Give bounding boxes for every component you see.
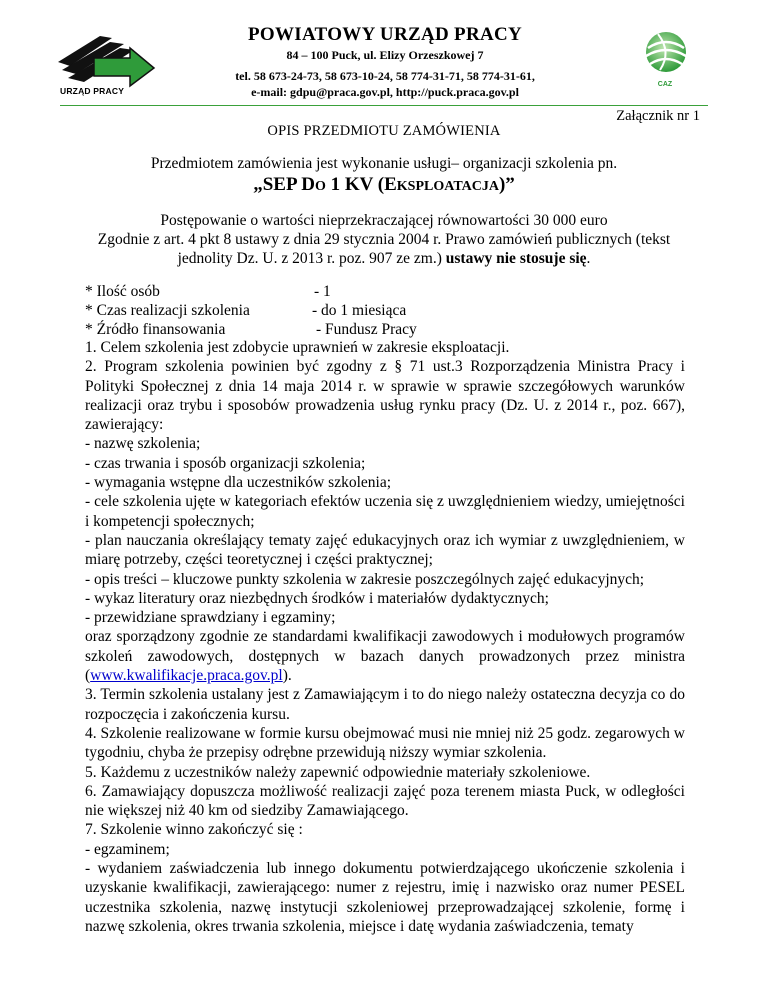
kwalifikacje-link[interactable]: www.kwalifikacje.praca.gov.pl bbox=[90, 667, 283, 685]
office-name: POWIATOWY URZĄD PRACY bbox=[247, 24, 523, 45]
caz-logo bbox=[636, 28, 694, 92]
office-email-web: e-mail: gdpu@praca.gov.pl, http://puck.praca.gov.pl bbox=[251, 85, 519, 99]
office-phones: tel. 58 673-24-73, 58 673-10-24, 58 774-31-71, 58 774-31-61, bbox=[235, 69, 535, 83]
course-parameters bbox=[85, 282, 417, 339]
param-participants: * Ilość osób - 1 bbox=[85, 283, 331, 300]
document-title: OPIS PRZEDMIOTU ZAMÓWIENIA bbox=[267, 123, 501, 139]
param-funding: * Źródło finansowania - Fundusz Pracy bbox=[85, 321, 417, 338]
document-body: 1. Celem szkolenia jest zdobycie uprawnień w zakresie eksploatacji. 2. Program szkolenia powinien być zgodny z § 71 ust.3 Rozporządzenia Ministra Pracy i Polityki Społecznej z dnia 14 maja 2014 r. w sprawie w sprawie szczegółowych warunków realizacji oraz trybu i sposobów prowadzenia usług rynku pracy (Dz. U. z 2014 r., poz. 667), zawierający: - nazwę szkolenia; - czas trwania i sposób organizacji szkolenia; - wymagania wstępne dla uczestników szkolenia; - cele szkolenia ujęte w kategoriach efektów uczenia się z uwzględnieniem wiedzy, umiejętności i kompetencji społecznych; - plan nauczania określający tematy zajęć edukacyjnych oraz ich wymiar z uwzględnieniem, w miarę potrzeby, części teoretycznej i części praktycznej; - opis treści – kluczowe punkty szkolenia w zakresie poszczególnych zajęć edukacyjnych; - wykaz literatury oraz niezbędnych środków i materiałów dydaktycznych; - przewidziane sprawdziany i egzaminy; oraz sporządzony zgodnie ze standardami kwalifikacji zawodowych i modułowych programów szkoleń zawodowych, dostępnych w bazach danych prowadzonych przez ministra (www.kwalifikacje.praca.gov.pl). 3. Termin szkolenia ustalany jest z Zamawiającym i to do niego należy ostateczna decyzja co do rozpoczęcia i zakończenia kursu. 4. Szkolenie realizowane w formie kursu obejmować musi nie mniej niż 25 godz. zegarowych w tygodniu, chyba że przepisy odrębne przewidują niższy wymiar szkolenia. 5. Każdemu z uczestników należy zapewnić odpowiednie materiały szkoleniowe. 6. Zamawiający dopuszcza możliwość realizacji zajęć poza terenem miasta Puck, w odległości nie większej niż 40 km od siedziby Zamawiającego. 7. Szkolenie winno zakończyć się : - egzaminem; - wydaniem zaświadczenia lub innego dokumentu potwierdzającego ukończenie szkolenia i uzyskanie kwalifikacji, zawierającego: numer z rejestru, imię i nazwisko oraz numer PESEL uczestnika szkolenia, nazwę instytucji szkoleniowej przeprowadzającej szkolenie, formę i nazwę szkolenia, okres trwania szkolenia, miejsce i datę wydania zaświadczenia, tematy bbox=[85, 339, 685, 935]
param-duration: * Czas realizacji szkolenia - do 1 miesiąca bbox=[85, 302, 407, 319]
subject-line: Przedmiotem zamówienia jest wykonanie usługi– organizacji szkolenia pn. bbox=[150, 155, 618, 172]
caz-logo-text: CAZ bbox=[657, 81, 673, 88]
office-address: 84 – 100 Puck, ul. Elizy Orzeszkowej 7 bbox=[286, 48, 484, 62]
arrow-logo-icon bbox=[54, 28, 158, 88]
header-divider bbox=[60, 105, 708, 106]
globe-logo-icon bbox=[636, 28, 694, 92]
logo-caption: URZĄD PRACY bbox=[60, 86, 125, 96]
attachment-label: Załącznik nr 1 bbox=[616, 108, 700, 124]
course-name: „SEP DO 1 KV (EKSPLOATACJA)” bbox=[253, 174, 515, 195]
urzad-pracy-logo bbox=[54, 28, 158, 100]
procedure-info: Postępowanie o wartości nieprzekraczającej równowartości 30 000 euro Zgodnie z art. 4 pkt 8 ustawy z dnia 29 stycznia 2004 r. Prawo zamówień publicznych (tekst jednolity Dz. U. z 2013 r. poz. 907 ze zm.) ustawy nie stosuje się. bbox=[97, 212, 671, 267]
